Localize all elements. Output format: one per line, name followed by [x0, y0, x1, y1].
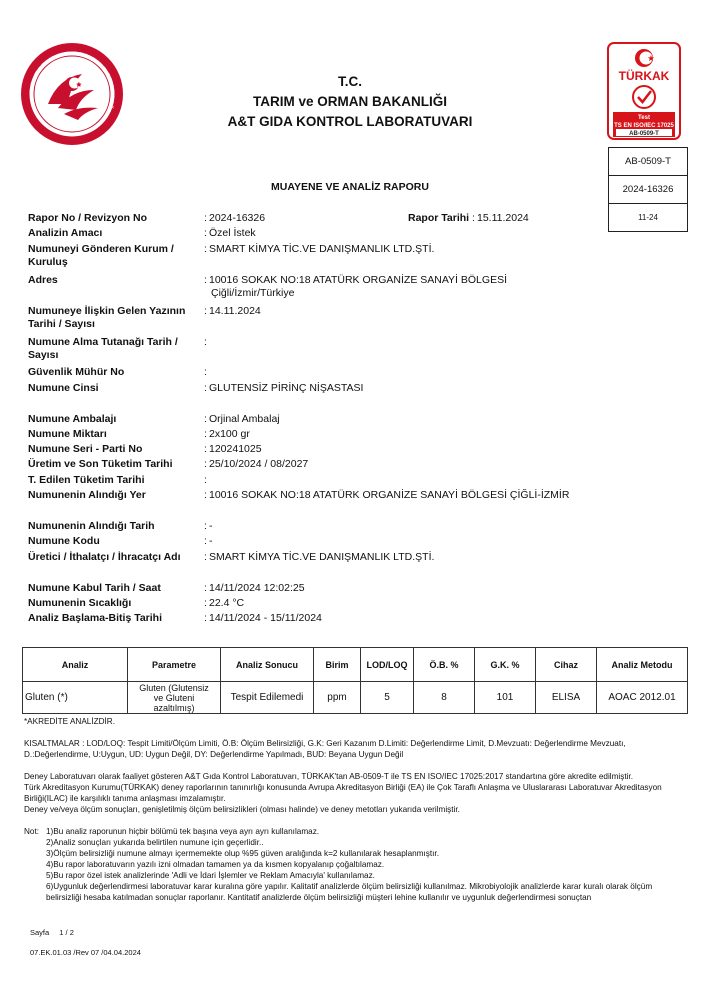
accreditation-statement [24, 771, 684, 815]
cell-parametre-line2: ve Gluteni [153, 692, 195, 703]
field-label: Üretici / İthalatçı / İhracatçı Adı [28, 551, 181, 563]
field-label: Analizin Amacı [28, 227, 103, 239]
note-item: 2)Analiz sonuçları yukarıda belirtilen numune için geçerlidir.. [46, 838, 264, 847]
field-label: Güvenlik Mühür No [28, 366, 125, 378]
accreditation-line: Deney Laboratuvarı olarak faaliyet gösteren A&T Gıda Kontrol Laboratuvarı, TÜRKAK'tan AB-0509-T ile TS EN ISO/IEC 17025:2017 standartına göre akredite edilmiştir. [24, 772, 633, 781]
table-header-row [23, 648, 688, 682]
form-code: 07.EK.01.03 /Rev 07 /04.04.2024 [30, 948, 141, 957]
field-value-line2: Çiğli/İzmir/Türkiye [211, 287, 295, 299]
field-label: Numunenin Alındığı Yer [28, 489, 146, 501]
field-label: Adres [28, 274, 58, 286]
field-value: 2x100 gr [209, 428, 250, 440]
field-label: Numune Miktarı [28, 428, 107, 440]
field-value: 14/11/2024 - 15/11/2024 [209, 612, 322, 624]
field-value: - [209, 535, 213, 547]
field-value: 10016 SOKAK NO:18 ATATÜRK ORGANİZE SANAYİ BÖLGESİ [209, 274, 507, 286]
field-label: Numune Ambalajı [28, 413, 117, 425]
note-item: 5)Bu rapor özel istek analizlerinde 'Adli ve İdari İşlemler ve Reklam Amacıyla' kullanılamaz. [46, 871, 375, 880]
page-value: 1 / 2 [59, 928, 74, 937]
col-cihaz: Cihaz [536, 648, 597, 682]
notes-section [24, 826, 684, 903]
field-label: Numuneyi Gönderen Kurum / Kuruluş [28, 243, 174, 268]
turkak-code: AB-0509-T [629, 131, 659, 137]
col-ob: Ö.B. % [414, 648, 475, 682]
turkak-accreditation-logo [607, 42, 681, 140]
field-value: 14/11/2024 12:02:25 [209, 582, 305, 594]
field-label: Rapor No / Revizyon No [28, 212, 148, 224]
cell-parametre-line3: azaltılmış) [153, 702, 195, 713]
field-value: Orjinal Ambalaj [209, 413, 280, 425]
cell-parametre-line1: Gluten (Glutensiz [139, 682, 209, 693]
field-label: Numune Kodu [28, 535, 100, 547]
title-laboratory: A&T GIDA KONTROL LABORATUVARI [227, 114, 473, 129]
side-info-box [608, 147, 688, 232]
lab-title-block [160, 72, 540, 132]
note-item: 3)Ölçüm belirsizliği numune almayı içermemekte olup %95 güven aralığında k=2 kullanılarak hesaplanmıştır. [46, 849, 439, 858]
cell-analiz: Gluten (*) [23, 682, 128, 714]
accredited-note: *AKREDİTE ANALİZDİR. [24, 717, 115, 726]
cell-lod: 5 [361, 682, 414, 714]
table-row [23, 682, 688, 714]
report-title: MUAYENE VE ANALİZ RAPORU [271, 181, 429, 193]
report-date-label: Rapor Tarihi [408, 212, 470, 224]
side-date-code: 11-24 [638, 213, 658, 222]
field-label: Numunenin Sıcaklığı [28, 597, 132, 609]
ministry-seal-logo [18, 40, 126, 148]
page-label: Sayfa [30, 928, 50, 937]
col-analiz: Analiz [23, 648, 128, 682]
col-parametre: Parametre [128, 648, 221, 682]
accreditation-line: Türk Akreditasyon Kurumu(TÜRKAK) deney raporlarının tanınırlığı konusunda Avrupa Akreditasyon Birliği (EA) ile Çok Taraflı Anlaşma ve Uluslararası Laboratuvar Akreditasyon Birliği(ILAC) ile karşılıklı tanıma anlaşması imzalamıştır. [24, 783, 662, 803]
field-value: 120241025 [209, 443, 262, 455]
turkak-standard: TS EN ISO/IEC 17025 [614, 123, 674, 129]
field-label: Üretim ve Son Tüketim Tarihi [28, 458, 173, 470]
field-value: Özel İstek [209, 227, 256, 239]
cell-metod: AOAC 2012.01 [597, 682, 688, 714]
side-accreditation-no: AB-0509-T [609, 148, 687, 176]
side-report-no: 2024-16326 [609, 176, 687, 204]
col-gk: G.K. % [475, 648, 536, 682]
field-label: Numune Seri - Parti No [28, 443, 143, 455]
field-label: Numune Kabul Tarih / Saat [28, 582, 161, 594]
accreditation-line: Deney ve/veya ölçüm sonuçları, genişletilmiş ölçüm belirsizlikleri (olması halinde) ve deney metotları yukarıda verilmiştir. [24, 805, 460, 814]
col-sonuc: Analiz Sonucu [221, 648, 314, 682]
turkak-test: Test [638, 115, 650, 121]
report-date-value: 15.11.2024 [477, 212, 529, 224]
field-value: - [209, 520, 213, 532]
field-value: 10016 SOKAK NO:18 ATATÜRK ORGANİZE SANAYİ BÖLGESİ ÇİĞLİ-İZMİR [209, 489, 570, 501]
note-item: 1)Bu analiz raporunun hiçbir bölümü tek başına veya ayrı ayrı kullanılamaz. [46, 827, 320, 836]
field-label: Numunenin Alındığı Tarih [28, 520, 155, 532]
cell-gk: 101 [475, 682, 536, 714]
abbreviations: KISALTMALAR : LOD/LOQ: Tespit Limiti/Ölçüm Limiti, Ö.B: Ölçüm Belirsizliği, G.K: Geri Kazanım D.Limiti: Değerlendirme Limit, D.Mevzuatı: Değerlendirme Mevzuatı, D.:Değerlendirme, U:Uygun, UD: Uygun Değil, DY: Değerlendirme Yapılmadı, BUD: Beyana Uygun Değil [24, 739, 626, 759]
field-label: Numune Cinsi [28, 382, 99, 394]
field-label: T. Edilen Tüketim Tarihi [28, 474, 145, 486]
seal-text: T.C. TARIM VE ORMAN BAKANLIĞI [28, 50, 116, 114]
field-value: 25/10/2024 / 08/2027 [209, 458, 309, 470]
cell-birim: ppm [314, 682, 361, 714]
title-ministry: TARIM ve ORMAN BAKANLIĞI [253, 94, 447, 109]
field-label: Numuneye İlişkin Gelen Yazının Tarihi / Sayısı [28, 305, 186, 330]
page-number [30, 928, 74, 937]
field-value: 2024-16326 [209, 212, 266, 224]
col-lod: LOD/LOQ [361, 648, 414, 682]
turkak-name: TÜRKAK [618, 69, 670, 83]
note-item: 6)Uygunluk değerlendirmesi laboratuvar karar kuralına göre yapılır. Kalitatif analizlerde ölçüm belirsizliği kullanılmaz. Mikrobiyolojik analizlerde karar kuralı olarak ölçüm belirsizliği hesaba katılmadan sonuçlar raporlanır. Kantitatif analizlerde ölçüm belirsizliği müşteri lehine kullanılır ve uygunluk değerlendirmesi sonuçtan [46, 882, 653, 902]
field-value: SMART KİMYA TİC.VE DANIŞMANLIK LTD.ŞTİ. [209, 243, 435, 255]
cell-cihaz: ELISA [536, 682, 597, 714]
notes-label: Not: [24, 827, 40, 836]
field-value: SMART KİMYA TİC.VE DANIŞMANLIK LTD.ŞTİ. [209, 551, 435, 563]
field-label: Numune Alma Tutanağı Tarih / Sayısı [28, 336, 178, 361]
title-tc: T.C. [337, 74, 362, 89]
field-value: 22.4 °C [209, 597, 245, 609]
col-metod: Analiz Metodu [597, 648, 688, 682]
cell-ob: 8 [414, 682, 475, 714]
cell-sonuc: Tespit Edilemedi [221, 682, 314, 714]
col-birim: Birim [314, 648, 361, 682]
field-label: Analiz Başlama-Bitiş Tarihi [28, 612, 163, 624]
field-value: GLUTENSİZ PİRİNÇ NİŞASTASI [209, 382, 364, 394]
field-value: 14.11.2024 [209, 305, 261, 317]
cell-parametre [128, 682, 221, 714]
results-table [22, 647, 688, 714]
note-item: 4)Bu rapor laboratuvarın yazılı izni olmadan tamamen ya da kısmen kopyalanıp çoğaltılamaz. [46, 860, 385, 869]
